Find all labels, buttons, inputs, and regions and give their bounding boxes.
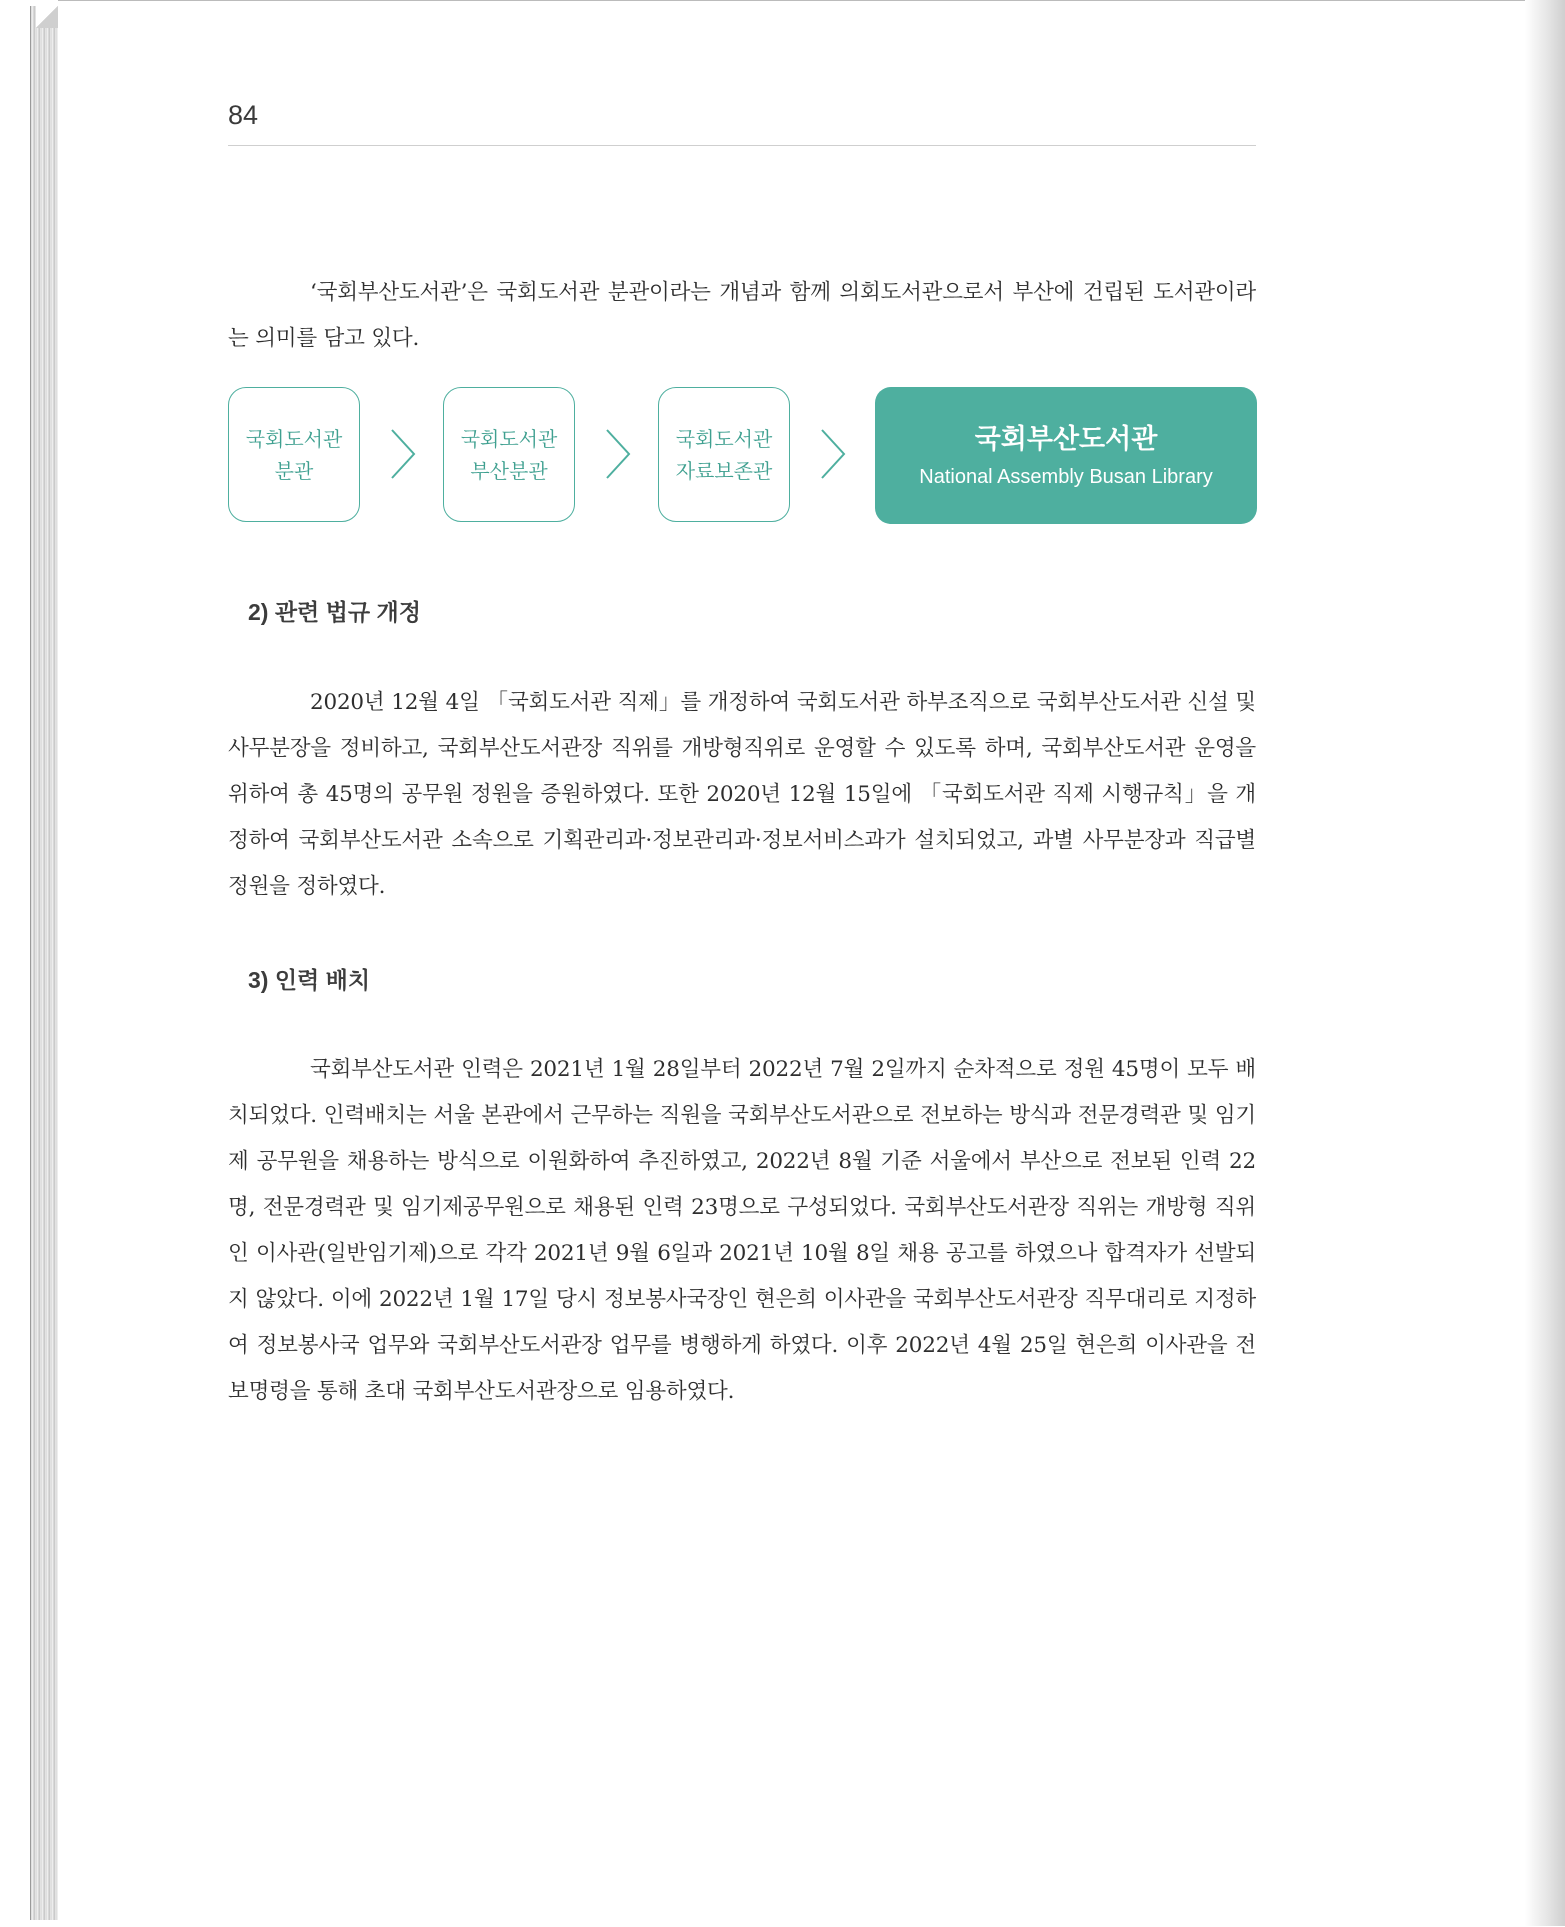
chevron-right-icon (603, 426, 633, 482)
book-page-edges (30, 6, 61, 1920)
section-2-heading: 2) 관련 법규 개정 (248, 599, 421, 625)
flow-final-title: 국회부산도서관 (974, 423, 1158, 455)
section-3-paragraph: 국회부산도서관 인력은 2021년 1월 28일부터 2022년 7월 2일까지 순차적으로 정원 45명이 모두 배치되었다. 인력배치는 서울 본관에서 근무하는 직원을 국회부산도서관으로 전보하는 방식과 전문경력관 및 임기제 공무원을 채용하는 방식으로 이원화하여 추진하였고, 2022년 8월 기준 서울에서 부산으로 전보된 인력 22명, 전문경력관 및 임기제공무원으로 채용된 인력 23명으로 구성되었다. 국회부산도서관장 직위는 개방형 직위인 이사관(일반임기제)으로 각각 2021년 9월 6일과 2021년 10월 8일 채용 공고를 하였으나 합격자가 선발되지 않았다. 이에 2022년 1월 17일 당시 정보봉사국장인 현은희 이사관을 국회부산도서관장 직무대리로 지정하여 정보봉사국 업무와 국회부산도서관장 업무를 병행하게 하였다. 이후 2022년 4월 25일 현은희 이사관을 전보명령을 통해 초대 국회부산도서관장으로 임용하였다. (228, 1057, 1256, 1404)
flow-step-1 (228, 387, 360, 522)
section-3-heading: 3) 인력 배치 (248, 967, 371, 993)
intro-paragraph: ‘국회부산도서관’은 국회도서관 분관이라는 개념과 함께 의회도서관으로서 부산에 건립된 도서관이라는 의미를 담고 있다. (228, 280, 1256, 351)
page-corner (36, 6, 58, 28)
flow-step-2-line2: 부산분관 (470, 458, 548, 483)
page-number: 84 (228, 100, 259, 130)
flow-final-subtitle: National Assembly Busan Library (919, 465, 1213, 488)
flow-step-3-line2: 자료보존관 (675, 458, 773, 483)
header-divider (228, 145, 1256, 146)
flow-step-3 (658, 387, 790, 522)
flow-step-1-line2: 분관 (274, 458, 314, 483)
section-2-paragraph: 2020년 12월 4일 「국회도서관 직제」를 개정하여 국회도서관 하부조직으로 국회부산도서관 신설 및 사무분장을 정비하고, 국회부산도서관장 직위를 개방형직위로 운영할 수 있도록 하며, 국회부산도서관 운영을 위하여 총 45명의 공무원 정원을 증원하였다. 또한 2020년 12월 15일에 「국회도서관 직제 시행규칙」을 개정하여 국회부산도서관 소속으로 기획관리과·정보관리과·정보서비스과가 설치되었고, 과별 사무분장과 직급별 정원을 정하였다. (228, 690, 1256, 899)
flow-step-3-line1: 국회도서관 (675, 426, 773, 451)
chevron-right-icon (818, 426, 848, 482)
page-shadow (1525, 0, 1565, 1926)
flow-step-2-line1: 국회도서관 (460, 426, 558, 451)
flow-step-1-line1: 국회도서관 (245, 426, 343, 451)
chevron-right-icon (388, 426, 418, 482)
flow-step-2 (443, 387, 575, 522)
flow-final-step (875, 387, 1257, 524)
